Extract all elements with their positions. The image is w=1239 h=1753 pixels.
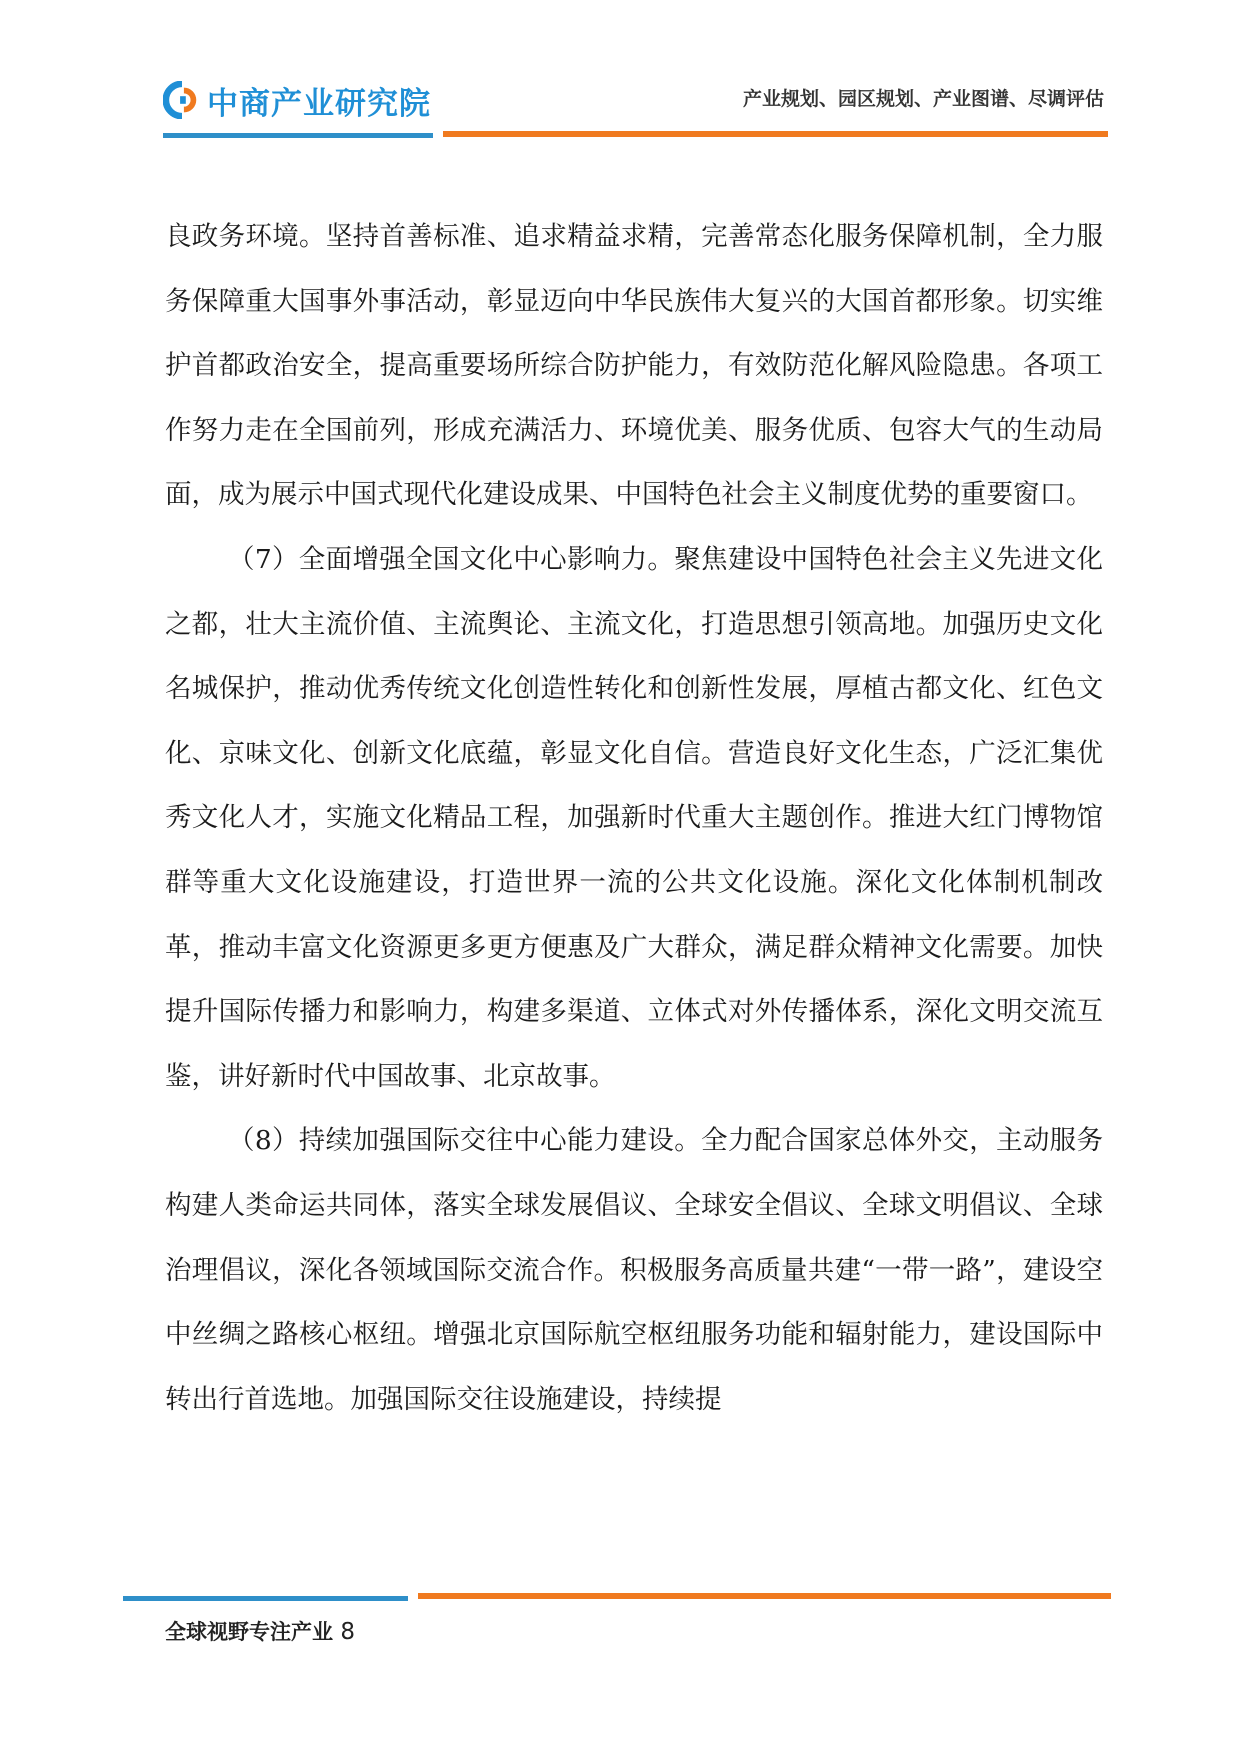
page-number: 8 [340, 1619, 355, 1645]
company-logo [163, 78, 431, 122]
logo-mark-icon [163, 81, 201, 119]
header-rule-orange [443, 131, 1108, 137]
document-body [165, 205, 1103, 1432]
footer-rule-orange [418, 1593, 1111, 1599]
header-tagline: 产业规划、园区规划、产业图谱、尽调评估 [742, 88, 1104, 110]
paragraph-section-8: （8）持续加强国际交往中心能力建设。全力配合国家总体外交，主动服务构建人类命运共同体，落实全球发展倡议、全球安全倡议、全球文明倡议、全球治理倡议，深化各领域国际交流合作。积极服务高质量共建“一带一路”，建设空中丝绸之路核心枢纽。增强北京国际航空枢纽服务功能和辐射能力，建设国际中转出行首选地。加强国际交往设施建设，持续提 [165, 1125, 1103, 1415]
footer-slogan: 全球视野专注产业 [165, 1620, 333, 1644]
paragraph-continued: 良政务环境。坚持首善标准、追求精益求精，完善常态化服务保障机制，全力服务保障重大国事外事活动，彰显迈向中华民族伟大复兴的大国首都形象。切实维护首都政治安全，提高重要场所综合防护能力，有效防范化解风险隐患。各项工作努力走在全国前列，形成充满活力、环境优美、服务优质、包容大气的生动局面，成为展示中国式现代化建设成果、中国特色社会主义制度优势的重要窗口。 [165, 221, 1103, 511]
logo-text: 中商产业研究院 [207, 85, 431, 122]
page-header [0, 0, 1239, 150]
footer-rule-blue [123, 1596, 408, 1601]
paragraph-section-7: （7）全面增强全国文化中心影响力。聚焦建设中国特色社会主义先进文化之都，壮大主流价值、主流舆论、主流文化，打造思想引领高地。加强历史文化名城保护，推动优秀传统文化创造性转化和创新性发展，厚植古都文化、红色文化、京味文化、创新文化底蕴，彰显文化自信。营造良好文化生态，广泛汇集优秀文化人才，实施文化精品工程，加强新时代重大主题创作。推进大红门博物馆群等重大文化设施建设，打造世界一流的公共文化设施。深化文化体制机制改革，推动丰富文化资源更多更方便惠及广大群众，满足群众精神文化需要。加快提升国际传播力和影响力，构建多渠道、立体式对外传播体系，深化文明交流互鉴，讲好新时代中国故事、北京故事。 [165, 543, 1103, 1092]
header-rule-blue [163, 133, 433, 138]
page-footer [165, 1616, 355, 1646]
